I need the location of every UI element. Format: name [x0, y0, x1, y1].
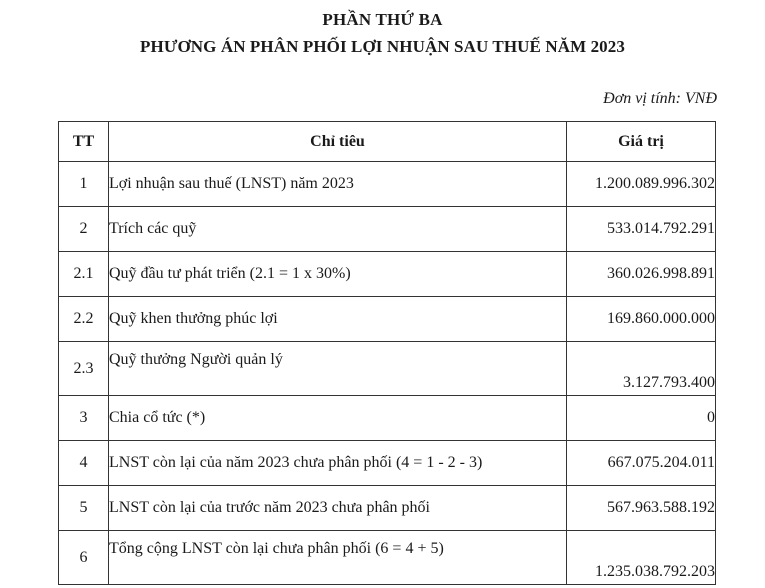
table-header-row: [59, 122, 716, 162]
row-name: Trích các quỹ: [109, 207, 567, 252]
header-name: Chỉ tiêu: [109, 122, 567, 162]
profit-distribution-table: [58, 121, 716, 585]
row-tt: 3: [59, 396, 109, 441]
row-name: Lợi nhuận sau thuế (LNST) năm 2023: [109, 162, 567, 207]
row-tt: 5: [59, 486, 109, 531]
row-name: Chia cổ tức (*): [109, 396, 567, 441]
header-tt: TT: [59, 122, 109, 162]
row-name: Tổng cộng LNST còn lại chưa phân phối (6 = 4 + 5): [109, 531, 567, 585]
currency-unit: Đơn vị tính: VNĐ: [603, 90, 717, 107]
row-value: 567.963.588.192: [567, 486, 716, 531]
part-title: PHẦN THỨ BA: [322, 10, 443, 29]
row-name: Quỹ khen thưởng phúc lợi: [109, 297, 567, 342]
row-tt: 2: [59, 207, 109, 252]
row-value: 667.075.204.011: [567, 441, 716, 486]
row-name: Quỹ đầu tư phát triển (2.1 = 1 x 30%): [109, 252, 567, 297]
row-value: 360.026.998.891: [567, 252, 716, 297]
row-tt: 2.1: [59, 252, 109, 297]
row-value: 533.014.792.291: [567, 207, 716, 252]
row-name: LNST còn lại của năm 2023 chưa phân phối (4 = 1 - 2 - 3): [109, 441, 567, 486]
row-tt: 2.3: [59, 342, 109, 396]
row-tt: 2.2: [59, 297, 109, 342]
row-value: 1.235.038.792.203: [567, 531, 716, 585]
table-row: [59, 396, 716, 441]
row-tt: 1: [59, 162, 109, 207]
row-name: Quỹ thưởng Người quản lý: [109, 342, 567, 396]
row-value: 1.200.089.996.302: [567, 162, 716, 207]
row-tt: 6: [59, 531, 109, 585]
table-row: [59, 342, 716, 396]
row-value: 0: [567, 396, 716, 441]
table-row: [59, 207, 716, 252]
table-row: [59, 162, 716, 207]
table-row: [59, 252, 716, 297]
table-row: [59, 531, 716, 585]
table-row: [59, 486, 716, 531]
row-tt: 4: [59, 441, 109, 486]
row-value: 169.860.000.000: [567, 297, 716, 342]
header-value: Giá trị: [567, 122, 716, 162]
document-title: PHƯƠNG ÁN PHÂN PHỐI LỢI NHUẬN SAU THUẾ NĂM 2023: [140, 37, 625, 56]
table-row: [59, 441, 716, 486]
row-value: 3.127.793.400: [567, 342, 716, 396]
table-row: [59, 297, 716, 342]
row-name: LNST còn lại của trước năm 2023 chưa phân phối: [109, 486, 567, 531]
